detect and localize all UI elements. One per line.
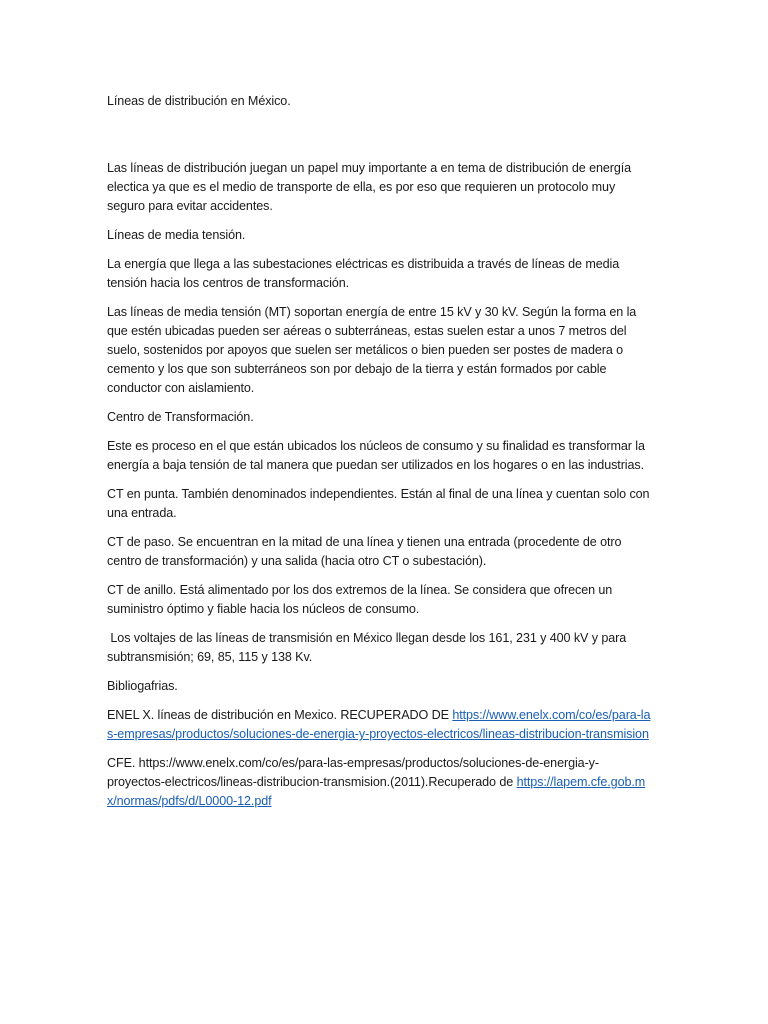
mt-paragraph-2: Las líneas de media tensión (MT) soportan energía de entre 15 kV y 30 kV. Según la forma en la que estén ubicadas pueden ser aéreas o subterráneas, estas suelen estar a unos 7 metros del suelo, sostenidos por apoyos que suelen ser metálicos o bien pueden ser postes de madera o cemento y los que son subterráneos son por debajo de la tierra y están formados por cable conductor con aislamiento. bbox=[107, 305, 637, 395]
reference-1-link[interactable]: https://www.enelx.com/co/es/para-las-empresas/productos/soluciones-de-energia-y-proyectos-electricos/lineas-distribucion-transmision bbox=[107, 708, 651, 741]
reference-2-link[interactable]: https://lapem.cfe.gob.mx/normas/pdfs/d/L0000-12.pdf bbox=[107, 775, 646, 808]
ct-punta-paragraph: CT en punta. También denominados independientes. Están al final de una línea y cuentan solo con una entrada. bbox=[107, 487, 650, 520]
reference-1 bbox=[107, 706, 652, 744]
document-body bbox=[107, 92, 652, 821]
ct-paragraph-1: Este es proceso en el que están ubicados los núcleos de consumo y su finalidad es transformar la energía a baja tensión de tal manera que puedan ser utilizados en los hogares o en las industrias. bbox=[107, 439, 645, 472]
reference-2-text: CFE. https://www.enelx.com/co/es/para-las-empresas/productos/soluciones-de-energia-y-proyectos-electricos/lineas-distribucion-transmision.(2011).Recuperado de bbox=[107, 756, 599, 789]
ct-paso-paragraph: CT de paso. Se encuentran en la mitad de una línea y tienen una entrada (procedente de otro centro de transformación) y una salida (hacia otro CT o subestación). bbox=[107, 535, 622, 568]
document-title: Líneas de distribución en México. bbox=[107, 94, 291, 108]
intro-paragraph: Las líneas de distribución juegan un papel muy importante a en tema de distribución de energía electica ya que es el medio de transporte de ella, es por eso que requieren un protocolo muy seguro para evitar accidentes. bbox=[107, 161, 632, 213]
reference-1-text: ENEL X. líneas de distribución en Mexico. RECUPERADO DE bbox=[107, 708, 453, 722]
mt-paragraph-1: La energía que llega a las subestaciones eléctricas es distribuida a través de líneas de media tensión hacia los centros de transformación. bbox=[107, 257, 620, 290]
reference-2 bbox=[107, 754, 652, 811]
voltajes-paragraph: Los voltajes de las líneas de transmisión en México llegan desde los 161, 231 y 400 kV y para subtransmisión; 69, 85, 115 y 138 Kv. bbox=[107, 631, 630, 664]
ct-anillo-paragraph: CT de anillo. Está alimentado por los dos extremos de la línea. Se considera que ofrecen un suministro óptimo y fiable hacia los núcleos de consumo. bbox=[107, 583, 613, 616]
bibliography-heading: Bibliogafrias. bbox=[107, 679, 178, 693]
mt-heading: Líneas de media tensión. bbox=[107, 228, 246, 242]
ct-heading: Centro de Transformación. bbox=[107, 410, 254, 424]
